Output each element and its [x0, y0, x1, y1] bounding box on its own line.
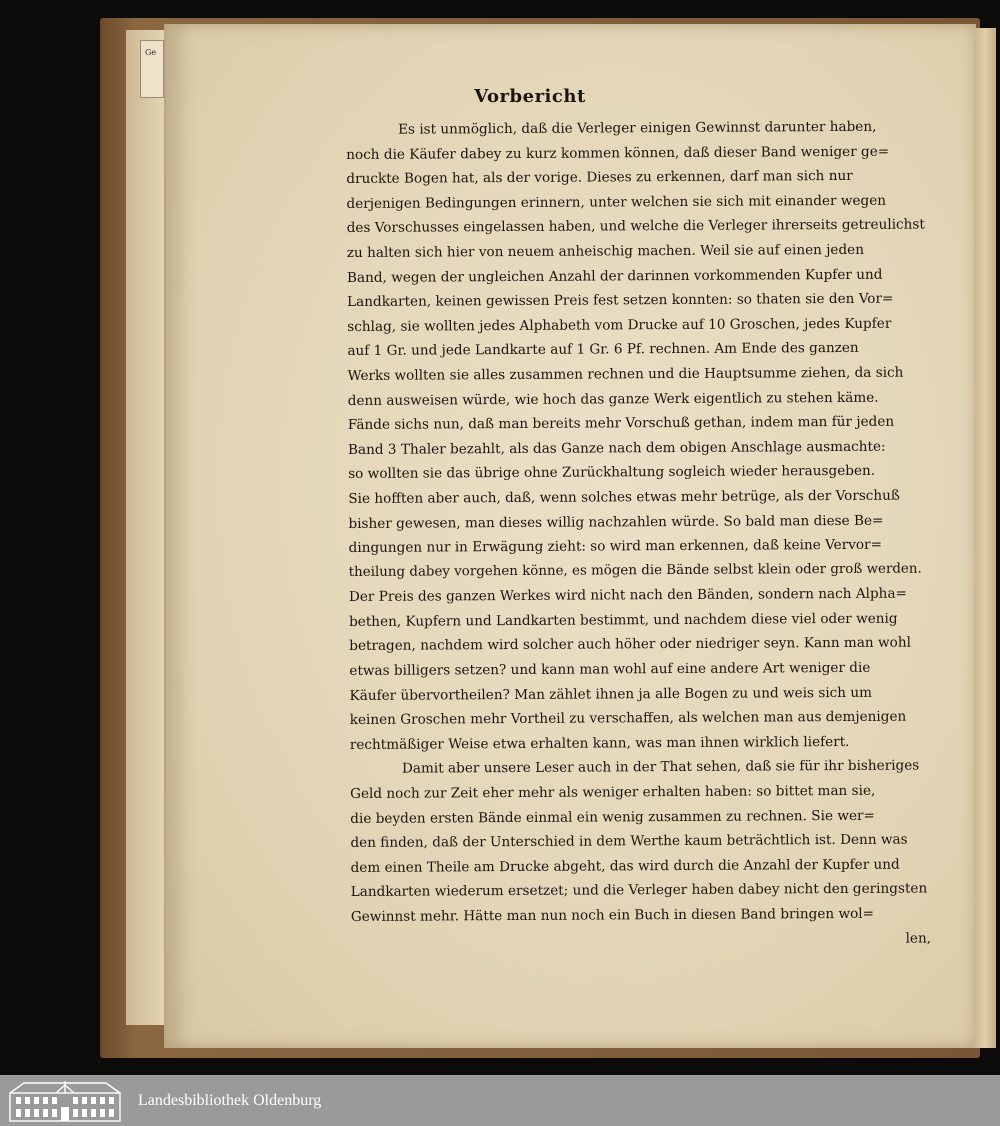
- text-line: Es ist unmöglich, daß die Verleger einigen Gewinnst darunter haben,: [398, 118, 877, 138]
- text-line: Band 3 Thaler bezahlt, als das Ganze nach dem obigen Anschlage ausmachte:: [347, 438, 886, 458]
- text-line: Gewinnst mehr. Hätte man nun noch ein Buch in diesen Band bringen wol=: [350, 905, 875, 925]
- text-line: derjenigen Bedingungen erinnern, unter welchen sie sich mit einander wegen: [346, 192, 887, 212]
- text-line: die beyden ersten Bände einmal ein wenig zusammen zu rechnen. Sie wer=: [350, 807, 875, 827]
- text-line: Der Preis des ganzen Werkes wird nicht nach den Bänden, sondern nach Alpha=: [348, 585, 907, 606]
- page-stack-edge: [974, 28, 996, 1048]
- text-line: Band, wegen der ungleichen Anzahl der darinnen vorkommenden Kupfer und: [346, 266, 883, 286]
- text-line: so wollten sie das übrige ohne Zurückhaltung sogleich wieder herausgeben.: [348, 463, 876, 483]
- text-line: Geld noch zur Zeit eher mehr als weniger erhalten haben: so bittet man sie,: [350, 782, 876, 803]
- text-line: Sie hofften aber auch, daß, wenn solches etwas mehr betrüge, als der Vorschuß: [348, 487, 901, 507]
- footer-bar: [0, 1075, 1000, 1126]
- text-line: druckte Bogen hat, als der vorige. Dieses zu erkennen, darf man sich nur: [346, 168, 853, 188]
- text-line: etwas billigers setzen? und kann man wohl auf eine andere Art weniger die: [349, 659, 871, 680]
- text-line: dingungen nur in Erwägung zieht: so wird man erkennen, daß keine Vervor=: [348, 536, 882, 557]
- text-line: schlag, sie wollten jedes Alphabeth vom Drucke auf 10 Groschen, jedes Kupfer: [347, 315, 892, 335]
- page-stub-label: Ge: [145, 48, 157, 57]
- text-line: Fände sichs nun, daß man bereits mehr Vorschuß gethan, indem man für jeden: [347, 413, 895, 434]
- text-line: bisher gewesen, man dieses willig nachzahlen würde. So bald man diese Be=: [348, 512, 884, 532]
- text-line: zu halten sich hier von neuem anheischig machen. Weil sie auf einen jeden: [346, 241, 865, 261]
- text-line: theilung dabey vorgehen könne, es mögen die Bände selbst klein oder groß werden.: [348, 561, 922, 580]
- text-line: keinen Groschen mehr Vortheil zu verschaffen, als welchen man aus demjenigen: [349, 708, 907, 729]
- page-heading: Vorbericht: [474, 86, 586, 107]
- text-line: Landkarten wiederum ersetzet; und die Verleger haben dabey nicht den geringsten: [350, 880, 928, 901]
- text-line: Käufer übervortheilen? Man zählet ihnen ja alle Bogen zu und weis sich um: [349, 684, 873, 704]
- text-line: betragen, nachdem wird solcher auch höher oder niedriger seyn. Kann man wohl: [349, 635, 911, 655]
- text-line: den finden, daß der Unterschied in dem Werthe kaum beträchtlich ist. Denn was: [350, 831, 908, 852]
- text-line: dem einen Theile am Drucke abgeht, das wird durch die Anzahl der Kupfer und: [350, 856, 900, 876]
- text-line: Landkarten, keinen gewissen Preis fest setzen konnten: so thaten sie den Vor=: [347, 290, 894, 311]
- text-line: auf 1 Gr. und jede Landkarte auf 1 Gr. 6 Pf. rechnen. Am Ende des ganzen: [347, 340, 859, 360]
- text-line: denn ausweisen würde, wie hoch das ganze Werk eigentlich zu stehen käme.: [347, 389, 879, 409]
- text-line: des Vorschusses eingelassen haben, und welche die Verleger ihrerseits getreulichst: [346, 216, 925, 237]
- library-name: Landesbibliothek Oldenburg: [138, 1091, 322, 1109]
- text-line: rechtmäßiger Weise etwa erhalten kann, was man ihnen wirklich liefert.: [349, 733, 850, 753]
- text-line: Damit aber unsere Leser auch in der That sehen, daß sie für ihr bisheriges: [401, 757, 920, 778]
- text-line: bethen, Kupfern und Landkarten bestimmt, und nachdem diese viel oder wenig: [349, 610, 898, 630]
- library-building-icon: [6, 1079, 124, 1123]
- page-body-text: [346, 114, 931, 954]
- text-line: noch die Käufer dabey zu kurz kommen können, daß dieser Band weniger ge=: [346, 143, 890, 163]
- text-line: len,: [905, 930, 932, 947]
- text-line: Werks wollten sie alles zusammen rechnen und die Hauptsumme ziehen, da sich: [347, 364, 904, 384]
